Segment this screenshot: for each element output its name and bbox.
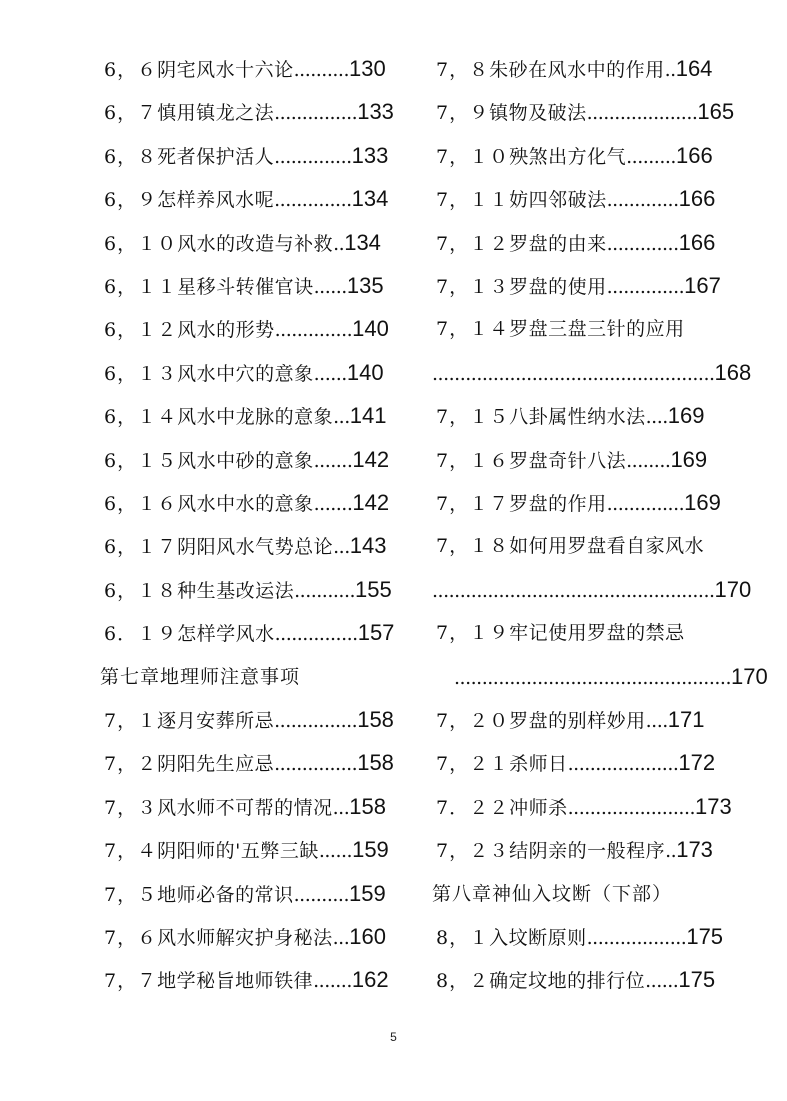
leader-dots: ...... [645, 970, 679, 993]
entry-number: 7，１４ [436, 318, 510, 341]
toc-entry[interactable] [104, 490, 389, 517]
entry-page: 167 [684, 273, 721, 298]
entry-title: 风水师解灾护身秘法 [157, 927, 333, 949]
leader-dots: ................................................... [432, 362, 715, 385]
toc-entry[interactable] [104, 967, 389, 994]
entry-title: 罗盘的使用 [509, 276, 607, 298]
entry-page: 159 [349, 880, 386, 906]
toc-entry[interactable] [436, 837, 713, 864]
toc-entry[interactable] [104, 620, 394, 647]
leader-dots: ...... [313, 362, 347, 385]
entry-title: 风水中水的意象 [177, 493, 314, 515]
entry-number: 7，１３ [436, 276, 510, 298]
entry-number: 7，５ [104, 883, 158, 906]
entry-page: 140 [352, 316, 389, 342]
entry-number: 6，１２ [104, 319, 178, 342]
entry-page: 135 [346, 273, 384, 298]
entry-number: 7，３ [104, 796, 158, 819]
entry-title: 阴阳风水气势总论 [177, 536, 334, 559]
toc-entry[interactable] [104, 881, 386, 908]
toc-entry[interactable] [104, 447, 389, 474]
leader-dots: ............... [274, 753, 358, 776]
entry-number: 6，６ [104, 59, 158, 81]
leader-dots: ... [333, 536, 350, 559]
entry-number: 7，１８ [436, 535, 510, 558]
entry-number: 6，１０ [104, 232, 178, 255]
entry-title: 妨四邻破法 [509, 189, 607, 212]
leader-dots: .................. [586, 927, 687, 949]
entry-number: 7，６ [104, 927, 158, 949]
entry-title: 阴阳先生应忌 [157, 753, 275, 776]
leader-dots: .... [645, 406, 668, 429]
leader-dots: ............. [606, 232, 679, 255]
toc-entry[interactable] [104, 230, 381, 257]
leader-dots: .... [645, 710, 668, 732]
toc-entry[interactable] [436, 316, 685, 342]
entry-page: 160 [349, 924, 386, 949]
entry-title: 怎样养风水呢 [157, 189, 275, 212]
leader-dots: ... [332, 796, 350, 819]
entry-number: 7，９ [436, 102, 490, 125]
entry-number: 7，１ [104, 710, 158, 732]
toc-entry[interactable] [436, 794, 732, 821]
entry-page: 166 [678, 186, 716, 212]
entry-title: 罗盘的由来 [509, 232, 607, 255]
entry-title: 罗盘的作用 [509, 493, 607, 515]
leader-dots: ......... [626, 145, 676, 168]
entry-number: 6，９ [104, 189, 158, 212]
entry-number: 6，１８ [104, 579, 178, 602]
entry-number: 8，２ [436, 970, 490, 993]
entry-number: 7，８ [436, 59, 490, 81]
entry-number: 7，１１ [436, 189, 510, 212]
leader-dots: .................... [586, 102, 698, 125]
entry-number: 6，１５ [104, 449, 178, 472]
toc-entry[interactable] [436, 447, 707, 474]
entry-title: 罗盘奇针八法 [509, 449, 627, 472]
toc-entry[interactable] [432, 577, 751, 604]
entry-page: 158 [357, 750, 394, 776]
entry-number: 6，１７ [104, 536, 178, 559]
entry-number: 7，１０ [436, 145, 510, 168]
entry-page: 171 [667, 707, 705, 732]
entry-title: 风水中砂的意象 [177, 449, 314, 472]
entry-title: 阴阳师的'五弊三缺 [157, 840, 319, 863]
leader-dots: .............. [606, 493, 685, 515]
entry-page: 175 [678, 967, 716, 993]
entry-title: 风水师不可帮的情况 [157, 796, 333, 819]
toc-entry[interactable] [104, 837, 389, 864]
entry-title: 地学秘旨地师铁律 [157, 970, 314, 993]
leader-dots: ................................................... [432, 579, 715, 602]
entry-page: 170 [714, 576, 752, 602]
entry-page: 133 [351, 142, 389, 168]
entry-number: 6．１９ [104, 623, 178, 646]
toc-entry[interactable] [436, 56, 712, 83]
toc-entry[interactable] [436, 924, 723, 951]
leader-dots: ............... [274, 710, 358, 732]
entry-title: 确定坟地的排行位 [489, 970, 646, 993]
entry-page: 133 [357, 99, 394, 125]
entry-page: 130 [349, 56, 386, 81]
toc-entry[interactable] [436, 230, 715, 257]
leader-dots: ....... [313, 970, 352, 993]
entry-title: 星移斗转催官诀 [177, 276, 314, 298]
entry-page: 168 [714, 359, 752, 385]
leader-dots: ...... [318, 840, 353, 863]
entry-title: 镇物及破法 [489, 102, 587, 125]
toc-entry[interactable] [436, 620, 685, 646]
entry-title: 罗盘三盘三针的应用 [509, 318, 685, 341]
toc-entry[interactable] [104, 186, 388, 213]
entry-page: 166 [675, 142, 713, 168]
leader-dots: .......... [293, 59, 350, 81]
chapter-heading [432, 881, 672, 907]
entry-page: 141 [349, 403, 387, 429]
toc-entry[interactable] [104, 316, 389, 343]
entry-title: 杀师日 [509, 753, 568, 776]
toc-entry[interactable] [104, 707, 394, 734]
chapter-heading [100, 664, 300, 690]
entry-title: 冲师杀 [509, 796, 568, 819]
entry-page: 169 [684, 490, 721, 515]
entry-number: 7，１２ [436, 232, 510, 255]
entry-number: 7，２３ [436, 840, 510, 863]
leader-dots: ............. [606, 189, 679, 212]
leader-dots: ... [333, 406, 350, 429]
toc-entry[interactable] [436, 533, 704, 559]
entry-page: 166 [678, 229, 716, 255]
toc-entry[interactable] [104, 794, 386, 821]
leader-dots: .................................................. [454, 666, 731, 689]
entry-page: 140 [346, 359, 384, 385]
leader-dots: .. [664, 59, 676, 81]
entry-number: 6，１１ [104, 276, 178, 298]
toc-entry[interactable] [454, 664, 768, 691]
entry-number: 7，１９ [436, 622, 510, 645]
toc-entry[interactable] [104, 143, 388, 170]
leader-dots: .............. [274, 189, 352, 212]
leader-dots: ........ [626, 449, 671, 472]
entry-page: 175 [686, 924, 724, 949]
entry-title: 罗盘的别样妙用 [509, 710, 646, 732]
leader-dots: ....... [313, 449, 353, 472]
toc-entry[interactable] [104, 577, 392, 604]
entry-page: 142 [352, 446, 390, 472]
toc-entry[interactable] [104, 56, 386, 83]
toc-entry[interactable] [104, 750, 394, 777]
entry-page: 143 [349, 533, 387, 559]
entry-number: 8，１ [436, 927, 490, 949]
toc-entry[interactable] [436, 967, 715, 994]
entry-title: 结阴亲的一般程序 [509, 840, 666, 863]
entry-page: 134 [351, 186, 389, 212]
entry-page: 159 [352, 837, 389, 863]
entry-page: 173 [695, 793, 732, 819]
toc-entry[interactable] [436, 490, 721, 517]
leader-dots: ....... [313, 493, 353, 515]
entry-title: 牢记使用罗盘的禁忌 [509, 622, 685, 645]
page-number: 5 [390, 1030, 397, 1044]
toc-entry[interactable] [104, 533, 386, 560]
entry-title: 阴宅风水十六论 [157, 59, 294, 81]
entry-number: 7，２ [104, 753, 158, 776]
entry-page: 158 [357, 707, 394, 732]
entry-page: 134 [344, 229, 381, 255]
entry-title: 死者保护活人 [157, 145, 275, 168]
toc-entry[interactable] [436, 143, 713, 170]
entry-page: 165 [697, 99, 735, 125]
entry-number: 7，１５ [436, 406, 510, 429]
entry-page: 157 [357, 620, 395, 646]
leader-dots: .................... [567, 753, 679, 776]
entry-number: 7，２１ [436, 753, 510, 776]
entry-number: 6，８ [104, 145, 158, 168]
chapter-heading-text: 第七章地理师注意事项 [100, 665, 301, 688]
entry-title: 怎样学风水 [177, 623, 275, 646]
entry-title: 如何用罗盘看自家风水 [509, 535, 705, 558]
entry-title: 风水的形势 [177, 319, 275, 342]
entry-page: 172 [678, 750, 716, 776]
toc-entry[interactable] [104, 360, 384, 387]
entry-number: 6，１３ [104, 362, 178, 385]
toc-entry[interactable] [436, 273, 721, 300]
toc-entry[interactable] [104, 403, 386, 430]
leader-dots: .. [665, 840, 677, 863]
toc-entry[interactable] [436, 707, 705, 734]
entry-title: 朱砂在风水中的作用 [489, 59, 665, 81]
entry-page: 164 [675, 56, 713, 81]
entry-page: 155 [355, 576, 392, 602]
leader-dots: .............. [274, 145, 352, 168]
leader-dots: ........... [294, 579, 356, 602]
leader-dots: .. [333, 232, 345, 255]
entry-title: 入坟断原则 [489, 927, 587, 949]
leader-dots: ............... [274, 623, 358, 646]
entry-title: 风水的改造与补救 [177, 232, 334, 255]
leader-dots: ............... [274, 102, 358, 125]
toc-entry[interactable] [436, 403, 705, 430]
entry-number: 7．２２ [436, 796, 510, 819]
entry-number: 6，１６ [104, 493, 178, 515]
toc-entry[interactable] [104, 99, 394, 126]
entry-page: 162 [351, 967, 389, 993]
toc-entry[interactable] [436, 99, 734, 126]
entry-number: 7，４ [104, 840, 158, 863]
entry-title: 风水中穴的意象 [177, 362, 314, 385]
entry-page: 158 [349, 793, 386, 819]
leader-dots: .............. [606, 276, 685, 298]
entry-number: 7，１７ [436, 493, 510, 515]
leader-dots: ... [332, 927, 350, 949]
entry-title: 种生基改运法 [177, 579, 295, 602]
leader-dots: .............. [274, 319, 353, 342]
leader-dots: ...... [313, 276, 347, 298]
entry-title: 地师必备的常识 [157, 883, 294, 906]
entry-number: 7，２０ [436, 710, 510, 732]
toc-entry[interactable] [436, 750, 715, 777]
toc-entry[interactable] [104, 924, 386, 951]
leader-dots: .......... [293, 883, 350, 906]
entry-number: 6，１４ [104, 406, 178, 429]
entry-page: 169 [670, 446, 708, 472]
entry-page: 142 [352, 490, 390, 515]
entry-page: 170 [730, 663, 768, 689]
entry-title: 逐月安葬所忌 [157, 710, 275, 732]
entry-title: 慎用镇龙之法 [157, 102, 275, 125]
leader-dots: ....................... [567, 796, 696, 819]
toc-entry[interactable] [432, 360, 751, 387]
entry-title: 八卦属性纳水法 [509, 406, 646, 429]
toc-entry[interactable] [436, 186, 715, 213]
entry-number: 7，７ [104, 970, 158, 993]
entry-title: 殃煞出方化气 [509, 145, 627, 168]
entry-page: 169 [667, 403, 705, 429]
entry-title: 风水中龙脉的意象 [177, 406, 334, 429]
chapter-heading-text: 第八章神仙入坟断（下部） [432, 882, 673, 905]
entry-page: 173 [676, 837, 713, 863]
entry-number: 6，７ [104, 102, 158, 125]
toc-entry[interactable] [104, 273, 384, 300]
entry-number: 7，１６ [436, 449, 510, 472]
